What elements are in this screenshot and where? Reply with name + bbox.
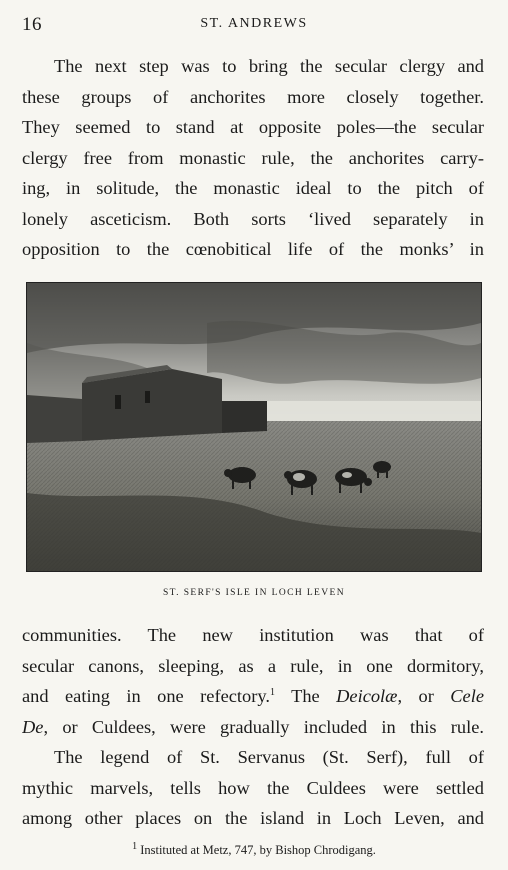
text-line: opposition to the cœnobitical life of the monks’ in [22, 239, 484, 259]
paragraph-bottom [22, 620, 484, 834]
footnote-marker: 1 [132, 840, 138, 852]
text-line: ing, in solitude, the monastic ideal to the pitch of [22, 178, 484, 198]
illustration-caption: ST. SERF'S ISLE IN LOCH LEVEN [162, 588, 345, 598]
paragraph-top [22, 51, 484, 265]
running-head: ST. ANDREWS [200, 16, 308, 31]
text-line: mythic marvels, tells how the Culdees were settled [22, 777, 484, 798]
engraving-picture [27, 283, 481, 571]
text-line: among other places on the island in Loch Leven, and [22, 808, 484, 828]
text-fragment: , or [397, 686, 451, 706]
text-fragment: and eating in one refectory. [22, 686, 270, 706]
italic-term: Deicolæ [336, 686, 398, 706]
footnote [0, 840, 508, 858]
text-line: secular canons, sleeping, as a rule, in one dormitory, [22, 655, 484, 676]
italic-term: Cele [450, 686, 484, 706]
footnote-text: Instituted at Metz, 747, by Bishop Chrodigang. [137, 843, 376, 857]
text-line [22, 712, 484, 743]
text-line: communities. The new institution was that of [22, 625, 484, 645]
text-line [22, 681, 484, 712]
footnote-reference: 1 [269, 686, 275, 698]
text-line: lonely asceticism. Both sorts ‘lived separately in [22, 208, 484, 229]
text-line: They seemed to stand at opposite poles—the secular [22, 117, 484, 137]
text-line: these groups of anchorites more closely together. [22, 86, 484, 107]
text-line: The next step was to bring the secular clergy and [54, 56, 484, 76]
illustration-st-serfs-isle [26, 282, 482, 572]
page-number: 16 [22, 14, 42, 35]
text-fragment: The [274, 686, 337, 706]
italic-term: De [22, 716, 44, 737]
text-line: The legend of St. Servanus (St. Serf), full of [54, 747, 484, 767]
text-line: clergy free from monastic rule, the anchorites carry- [22, 147, 484, 168]
text-fragment: , or Culdees, were gradually included in this rule. [43, 716, 484, 737]
